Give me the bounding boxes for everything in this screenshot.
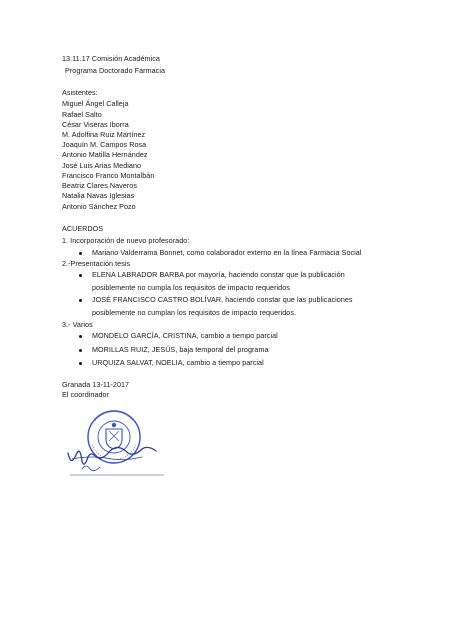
place-date: Granada 13-11-2017 bbox=[62, 380, 130, 389]
bullet-icon bbox=[79, 349, 82, 352]
meeting-date-title: 13.11.17 Comisión Académica bbox=[62, 54, 160, 63]
program-name: Programa Doctorado Farmacia bbox=[65, 66, 166, 75]
attendee-name: M. Adolfina Ruiz Martínez bbox=[62, 130, 146, 139]
bullet-icon bbox=[79, 274, 82, 277]
signer-role: El coordinador bbox=[62, 390, 110, 399]
attendee-name: Antonio Matilla Hernández bbox=[62, 150, 148, 159]
bullet-icon bbox=[79, 252, 82, 255]
attendees-heading: Asistentes: bbox=[62, 88, 98, 97]
attendee-name: José Luis Arias Mediano bbox=[62, 161, 142, 170]
bullet-icon bbox=[79, 335, 82, 338]
thesis-item-line: posiblemente no cumplan los requisitos de impacto requeridos. bbox=[92, 308, 297, 317]
attendee-name: César Viseras Iborra bbox=[62, 120, 129, 129]
handwritten-signature-icon bbox=[68, 447, 156, 470]
thesis-item-line: JOSÉ FRANCISCO CASTRO BOLÍVAR, haciendo constar que las publicaciones bbox=[92, 295, 353, 304]
misc-item: MORILLAS RUIZ, JESÚS, baja temporal del programa bbox=[92, 345, 269, 354]
section-1-title: 1. Incorporación de nuevo profesorado: bbox=[62, 236, 190, 245]
attendee-name: Antonio Sánchez Pozo bbox=[62, 202, 136, 211]
thesis-item-line: ELENA LABRADOR BARBA por mayoría, haciendo constar que la publicación bbox=[92, 270, 345, 279]
misc-item: URQUIZA SALVAT, NOELIA, cambio a tiempo parcial bbox=[92, 358, 264, 367]
thesis-item-line: posiblemente no cumpla los requisitos de impacto requeridos bbox=[92, 283, 290, 292]
attendee-name: Beatriz Clares Naveros bbox=[62, 181, 137, 190]
bullet-icon bbox=[79, 299, 82, 302]
misc-item: MONDELO GARCÍA, CRISTINA, cambio a tiempo parcial bbox=[92, 331, 278, 340]
agreement-item: Mariano Valderrama Bonnet, como colaborador externo en la línea Farmacia Social bbox=[92, 248, 362, 257]
attendee-name: Miguel Ángel Calleja bbox=[62, 99, 129, 108]
section-3-title: 3.- Varios bbox=[62, 320, 93, 329]
university-seal-icon bbox=[88, 411, 140, 463]
attendee-name: Rafael Salto bbox=[62, 110, 102, 119]
section-2-title: 2.-Presentación tesis bbox=[62, 259, 131, 268]
attendee-name: Natalia Navas Iglesias bbox=[62, 191, 135, 200]
agreements-heading: ACUERDOS bbox=[62, 224, 104, 233]
bullet-icon bbox=[79, 362, 82, 365]
signature-seal-image bbox=[62, 407, 172, 487]
attendee-name: Joaquín M. Campos Rosa bbox=[62, 140, 147, 149]
attendee-name: Francisco Franco Montalbán bbox=[62, 171, 155, 180]
